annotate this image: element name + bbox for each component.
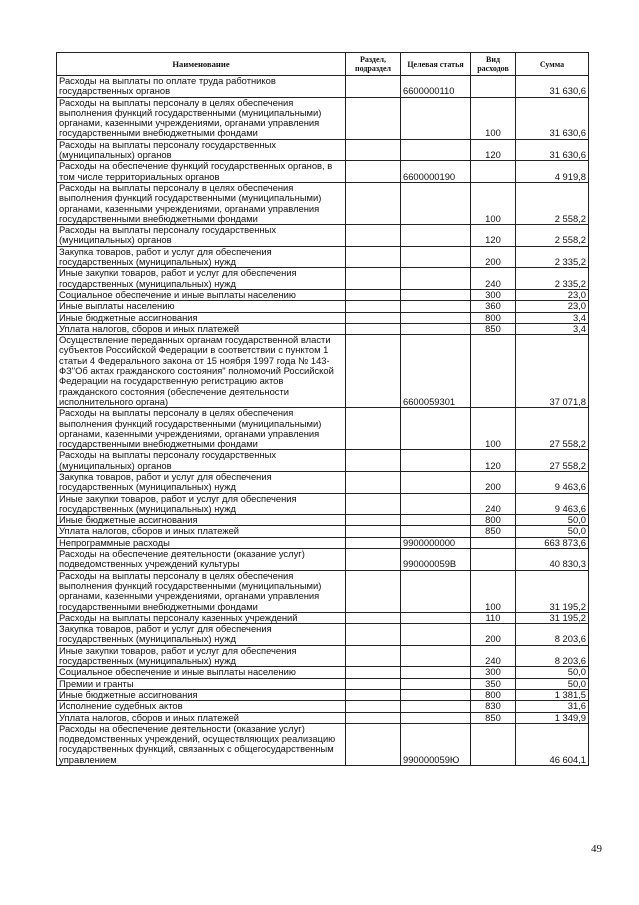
row-sum: 31 630,6 xyxy=(516,97,589,139)
table-row xyxy=(57,493,589,515)
row-section xyxy=(346,612,401,623)
row-section xyxy=(346,335,401,408)
row-name: Иные закупки товаров, работ и услуг для обеспечения государственных (муниципальных) нужд xyxy=(57,268,346,290)
row-target xyxy=(401,624,471,646)
row-section xyxy=(346,645,401,667)
row-target xyxy=(401,493,471,515)
row-name: Исполнение судебных актов xyxy=(57,701,346,712)
table-row xyxy=(57,268,589,290)
row-target xyxy=(401,289,471,300)
row-sum: 31 630,6 xyxy=(516,76,589,98)
row-section xyxy=(346,139,401,161)
row-section xyxy=(346,301,401,312)
row-section xyxy=(346,712,401,723)
row-name: Расходы на выплаты персоналу в целях обеспечения выполнения функций государственными (муниципальными) органами, казенными учреждениями, органами управления государственными внебюджетными фондами xyxy=(57,408,346,450)
row-name: Иные бюджетные ассигнования xyxy=(57,689,346,700)
row-name: Расходы на выплаты по оплате труда работников государственных органов xyxy=(57,76,346,98)
row-name: Расходы на выплаты персоналу государственных (муниципальных) органов xyxy=(57,225,346,247)
row-name: Осуществление переданных органам государственной власти субъектов Российской Федерации в соответствии с пунктом 1 статьи 4 Федерального закона от 15 ноября 1997 года № 143-ФЗ"Об актах гражданского состояния" полномочий Российской Федерации на государственную регистрацию актов гражданского состояния (обеспечение деятельности исполнительного органа) xyxy=(57,335,346,408)
row-name: Социальное обеспечение и иные выплаты населению xyxy=(57,289,346,300)
row-target xyxy=(401,712,471,723)
row-expense-type: 200 xyxy=(471,471,516,493)
row-sum: 27 558,2 xyxy=(516,450,589,472)
row-expense-type: 850 xyxy=(471,712,516,723)
row-expense-type xyxy=(471,537,516,548)
row-expense-type: 200 xyxy=(471,246,516,268)
row-expense-type: 120 xyxy=(471,139,516,161)
row-expense-type: 300 xyxy=(471,667,516,678)
row-sum: 31 630,6 xyxy=(516,139,589,161)
table-row xyxy=(57,667,589,678)
row-sum: 46 604,1 xyxy=(516,723,589,765)
row-expense-type xyxy=(471,161,516,183)
page-number: 49 xyxy=(591,843,602,855)
row-name: Иные выплаты населению xyxy=(57,301,346,312)
table-row xyxy=(57,323,589,334)
row-section xyxy=(346,526,401,537)
table-row xyxy=(57,471,589,493)
row-sum: 8 203,6 xyxy=(516,645,589,667)
row-target xyxy=(401,450,471,472)
row-target xyxy=(401,570,471,612)
table-row xyxy=(57,97,589,139)
row-sum: 8 203,6 xyxy=(516,624,589,646)
row-expense-type: 830 xyxy=(471,701,516,712)
row-sum: 50,0 xyxy=(516,678,589,689)
table-row xyxy=(57,139,589,161)
row-name: Расходы на выплаты персоналу в целях обеспечения выполнения функций государственными (муниципальными) органами, казенными учреждениями, органами управления государственными внебюджетными фондами xyxy=(57,570,346,612)
row-expense-type: 240 xyxy=(471,268,516,290)
row-expense-type: 360 xyxy=(471,301,516,312)
row-sum: 2 335,2 xyxy=(516,246,589,268)
row-expense-type: 850 xyxy=(471,323,516,334)
row-target xyxy=(401,97,471,139)
row-name: Расходы на обеспечение деятельности (оказание услуг) подведомственных учреждений культуры xyxy=(57,549,346,571)
row-name: Уплата налогов, сборов и иных платежей xyxy=(57,712,346,723)
row-section xyxy=(346,549,401,571)
row-target xyxy=(401,246,471,268)
row-sum: 31 195,2 xyxy=(516,612,589,623)
row-sum: 31 195,2 xyxy=(516,570,589,612)
row-expense-type: 100 xyxy=(471,182,516,224)
row-expense-type: 240 xyxy=(471,493,516,515)
row-expense-type xyxy=(471,723,516,765)
row-name: Социальное обеспечение и иные выплаты населению xyxy=(57,667,346,678)
row-target xyxy=(401,268,471,290)
row-expense-type: 120 xyxy=(471,450,516,472)
row-name: Расходы на выплаты персоналу в целях обеспечения выполнения функций государственными (муниципальными) органами, казенными учреждениями, органами управления государственными внебюджетными фондами xyxy=(57,97,346,139)
row-sum: 27 558,2 xyxy=(516,408,589,450)
header-sum: Сумма xyxy=(516,53,589,76)
row-section xyxy=(346,323,401,334)
table-row xyxy=(57,526,589,537)
row-target xyxy=(401,678,471,689)
row-sum: 40 830,3 xyxy=(516,549,589,571)
table-row xyxy=(57,335,589,408)
table-row xyxy=(57,723,589,765)
row-expense-type: 800 xyxy=(471,689,516,700)
table-row xyxy=(57,312,589,323)
row-section xyxy=(346,97,401,139)
row-section xyxy=(346,182,401,224)
table-row xyxy=(57,624,589,646)
row-target: 6600000110 xyxy=(401,76,471,98)
row-section xyxy=(346,471,401,493)
row-name: Непрограммные расходы xyxy=(57,537,346,548)
row-target: 9900000000 xyxy=(401,537,471,548)
row-expense-type: 100 xyxy=(471,97,516,139)
row-target xyxy=(401,225,471,247)
row-name: Расходы на выплаты персоналу государственных (муниципальных) органов xyxy=(57,450,346,472)
row-sum: 1 381,5 xyxy=(516,689,589,700)
row-expense-type: 100 xyxy=(471,408,516,450)
row-section xyxy=(346,678,401,689)
table-row xyxy=(57,689,589,700)
row-section xyxy=(346,493,401,515)
row-sum: 37 071,8 xyxy=(516,335,589,408)
table-row xyxy=(57,701,589,712)
table-row xyxy=(57,570,589,612)
row-section xyxy=(346,312,401,323)
row-sum: 2 558,2 xyxy=(516,182,589,224)
row-target: 6600059301 xyxy=(401,335,471,408)
row-sum: 50,0 xyxy=(516,667,589,678)
table-row xyxy=(57,246,589,268)
header-name: Наименование xyxy=(57,53,346,76)
row-expense-type: 100 xyxy=(471,570,516,612)
header-section: Раздел, подраздел xyxy=(346,53,401,76)
table-row xyxy=(57,408,589,450)
row-section xyxy=(346,225,401,247)
row-expense-type: 850 xyxy=(471,526,516,537)
row-section xyxy=(346,450,401,472)
table-row xyxy=(57,537,589,548)
table-body xyxy=(57,76,589,766)
row-section xyxy=(346,515,401,526)
row-sum: 9 463,6 xyxy=(516,493,589,515)
row-sum: 50,0 xyxy=(516,515,589,526)
row-target xyxy=(401,667,471,678)
table-row xyxy=(57,76,589,98)
table-row xyxy=(57,645,589,667)
row-name: Расходы на выплаты персоналу государственных (муниципальных) органов xyxy=(57,139,346,161)
row-target xyxy=(401,408,471,450)
row-expense-type: 300 xyxy=(471,289,516,300)
row-expense-type: 120 xyxy=(471,225,516,247)
row-section xyxy=(346,701,401,712)
row-name: Иные бюджетные ассигнования xyxy=(57,312,346,323)
row-expense-type xyxy=(471,335,516,408)
row-target xyxy=(401,612,471,623)
row-name: Расходы на выплаты персоналу в целях обеспечения выполнения функций государственными (муниципальными) органами, казенными учреждениями, органами управления государственными внебюджетными фондами xyxy=(57,182,346,224)
row-sum: 50,0 xyxy=(516,526,589,537)
row-name: Иные бюджетные ассигнования xyxy=(57,515,346,526)
row-sum: 9 463,6 xyxy=(516,471,589,493)
row-expense-type: 800 xyxy=(471,515,516,526)
row-target: 990000059В xyxy=(401,549,471,571)
row-section xyxy=(346,246,401,268)
row-target xyxy=(401,701,471,712)
row-name: Расходы на обеспечение деятельности (оказание услуг) подведомственных учреждений, осуществляющих реализацию государственных функций, связанных с общегосударственным управлением xyxy=(57,723,346,765)
table-row xyxy=(57,549,589,571)
row-section xyxy=(346,689,401,700)
row-target xyxy=(401,689,471,700)
table-row xyxy=(57,450,589,472)
table-row xyxy=(57,289,589,300)
row-section xyxy=(346,268,401,290)
table-row xyxy=(57,612,589,623)
row-name: Премии и гранты xyxy=(57,678,346,689)
row-name: Закупка товаров, работ и услуг для обеспечения государственных (муниципальных) нужд xyxy=(57,246,346,268)
row-section xyxy=(346,667,401,678)
table-row xyxy=(57,678,589,689)
row-target xyxy=(401,323,471,334)
row-name: Закупка товаров, работ и услуг для обеспечения государственных (муниципальных) нужд xyxy=(57,471,346,493)
row-expense-type xyxy=(471,76,516,98)
row-section xyxy=(346,76,401,98)
table-row xyxy=(57,712,589,723)
row-sum: 2 558,2 xyxy=(516,225,589,247)
row-sum: 2 335,2 xyxy=(516,268,589,290)
row-target xyxy=(401,526,471,537)
row-sum: 4 919,8 xyxy=(516,161,589,183)
row-sum: 3,4 xyxy=(516,312,589,323)
row-name: Уплата налогов, сборов и иных платежей xyxy=(57,323,346,334)
row-target xyxy=(401,471,471,493)
row-sum: 31,6 xyxy=(516,701,589,712)
row-name: Иные закупки товаров, работ и услуг для обеспечения государственных (муниципальных) нужд xyxy=(57,493,346,515)
row-name: Закупка товаров, работ и услуг для обеспечения государственных (муниципальных) нужд xyxy=(57,624,346,646)
row-expense-type: 350 xyxy=(471,678,516,689)
header-target: Целевая статья xyxy=(401,53,471,76)
row-section xyxy=(346,289,401,300)
row-name: Иные закупки товаров, работ и услуг для обеспечения государственных (муниципальных) нужд xyxy=(57,645,346,667)
table-row xyxy=(57,182,589,224)
row-target xyxy=(401,301,471,312)
table-header-row xyxy=(57,53,589,76)
row-section xyxy=(346,408,401,450)
row-section xyxy=(346,537,401,548)
row-target xyxy=(401,645,471,667)
row-section xyxy=(346,570,401,612)
row-name: Расходы на обеспечение функций государственных органов, в том числе территориальных органов xyxy=(57,161,346,183)
row-sum: 663 873,6 xyxy=(516,537,589,548)
row-name: Уплата налогов, сборов и иных платежей xyxy=(57,526,346,537)
row-sum: 1 349,9 xyxy=(516,712,589,723)
row-target xyxy=(401,139,471,161)
row-target xyxy=(401,182,471,224)
table-row xyxy=(57,301,589,312)
row-expense-type: 800 xyxy=(471,312,516,323)
row-target xyxy=(401,312,471,323)
row-target: 6600000190 xyxy=(401,161,471,183)
row-target: 990000059Ю xyxy=(401,723,471,765)
table-row xyxy=(57,225,589,247)
table-row xyxy=(57,161,589,183)
table-row xyxy=(57,515,589,526)
row-target xyxy=(401,515,471,526)
row-expense-type: 110 xyxy=(471,612,516,623)
row-expense-type: 240 xyxy=(471,645,516,667)
header-expense-type: Вид расходов xyxy=(471,53,516,76)
row-sum: 3,4 xyxy=(516,323,589,334)
row-section xyxy=(346,723,401,765)
row-sum: 23,0 xyxy=(516,301,589,312)
row-section xyxy=(346,624,401,646)
row-name: Расходы на выплаты персоналу казенных учреждений xyxy=(57,612,346,623)
row-section xyxy=(346,161,401,183)
row-sum: 23,0 xyxy=(516,289,589,300)
budget-table xyxy=(56,52,589,766)
row-expense-type: 200 xyxy=(471,624,516,646)
row-expense-type xyxy=(471,549,516,571)
